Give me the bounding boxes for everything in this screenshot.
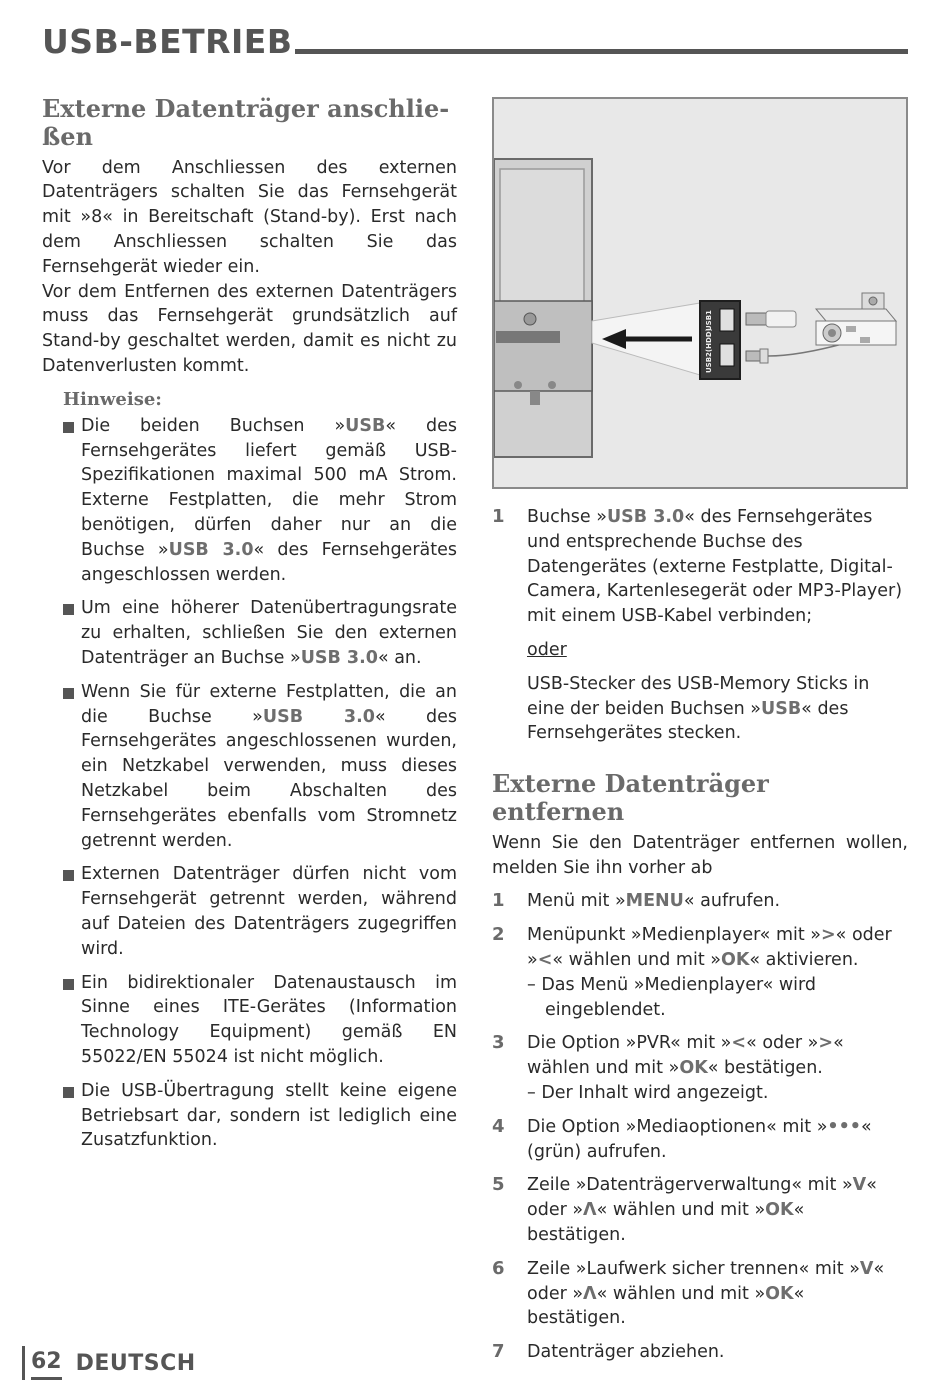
section-heading-remove: Externe Datenträger entfernen — [492, 769, 769, 827]
usb-cable-plug — [746, 351, 760, 361]
usb-port-icon — [720, 309, 734, 331]
step-item: 1 Menü mit »MENU« aufrufen. — [492, 890, 781, 912]
bullet-square-icon — [63, 688, 74, 699]
note-item: Die USB-Übertragung stellt keine eigene Betriebsart dar, sondern ist lediglich eine Zusatzfunktion. — [42, 1079, 457, 1153]
bullet-square-icon — [63, 422, 74, 433]
left-column — [42, 95, 457, 1162]
page-number: 62 — [31, 1347, 62, 1380]
up-arrow-key-icon: Λ — [583, 1200, 597, 1221]
note-item: Die beiden Buchsen »USB« des Fernsehgerätes liefert gemäß USB-Spezifikationen maximal 500 mA Strom. Externe Festplatten, die mehr Strom benötigen, dürfen daher nur an die Buchse »USB 3.0« des Fernsehgerätes angeschlossen werden. — [42, 414, 457, 588]
right-arrow-key-icon: > — [821, 925, 836, 946]
step-item: 5 Zeile »Datenträgerverwaltung« mit »V« oder »Λ« wählen und mit »OK« bestätigen. — [492, 1174, 877, 1245]
note-item: Wenn Sie für externe Festplatten, die an die Buchse »USB 3.0« des Fernsehgerätes angeschlossenen wurden, ein Netzkabel verwenden, muss dieses Netzkabel beim Abschalten des Fernsehgerätes ebenfalls vom Stromnetz getrennt werden. — [42, 680, 457, 854]
tv-stand-stub — [530, 391, 540, 405]
left-arrow-key-icon: < — [537, 949, 553, 970]
tv-screw-icon — [524, 313, 536, 325]
tv-back-inner — [500, 169, 584, 309]
camera-top — [816, 309, 896, 321]
tv-screw-icon — [514, 381, 522, 389]
bullet-square-icon — [63, 870, 74, 881]
step-item: 4 Die Option »Mediaoptionen« mit »•••« (grün) aufrufen. — [492, 1115, 872, 1162]
note-item: Externen Datenträger dürfen nicht vom Fernsehgerät getrennt werden, während auf Dateien des Datenträgers zugegriffen wird. — [42, 862, 457, 961]
tv-screw-icon — [548, 381, 556, 389]
left-arrow-key-icon: < — [731, 1033, 747, 1054]
usb-connection-illustration — [492, 97, 908, 489]
header-rule — [295, 49, 908, 54]
usb-cable-plug-body — [760, 349, 768, 363]
note-item: Ein bidirektionaler Datenaustausch im Sinne eines ITE-Gerätes (Information Technology Equipment) gemäß EN 55022/EN 55024 ist nicht möglich. — [42, 971, 457, 1070]
step-item: 7 Datenträger abziehen. — [492, 1341, 725, 1363]
connect-steps — [492, 505, 908, 746]
page-header — [42, 12, 908, 61]
bullet-square-icon — [63, 979, 74, 990]
tv-connector-area — [494, 301, 592, 391]
step-item: 6 Zeile »Laufwerk sicher trennen« mit »V« oder »Λ« wählen und mit »OK« bestätigen. — [492, 1257, 885, 1329]
remove-steps — [492, 889, 908, 1365]
paragraph-connect-2: Vor dem Entfernen des externen Datenträgers muss das Fernsehgerät grundsätzlich auf Stand-by geschaltet werden, damit es nicht zu Datenverlusten kommt. — [42, 281, 457, 376]
down-arrow-key-icon: V — [852, 1175, 867, 1196]
right-column — [492, 505, 908, 1374]
tv-port-strip — [496, 331, 560, 343]
paragraph-connect-1: Vor dem Anschliessen des externen Datenträgers schalten Sie das Fernsehgerät mit »8« in Bereitschaft (Stand-by). Erst nach dem Anschliessen schalten Sie das Fernsehgerät wieder ein. — [42, 157, 457, 277]
usb1-label: USB1 — [705, 310, 713, 331]
usb-port-icon — [720, 344, 734, 366]
footer-language: DEUTSCH — [75, 1350, 196, 1376]
page-footer — [22, 1346, 196, 1380]
usb-memory-stick-icon — [766, 311, 796, 327]
bullet-square-icon — [63, 604, 74, 615]
down-arrow-key-icon: V — [859, 1258, 874, 1279]
bullet-square-icon — [63, 1087, 74, 1098]
right-arrow-key-icon: > — [818, 1033, 834, 1054]
usb-diagram-svg — [494, 99, 906, 487]
up-arrow-key-icon: Λ — [583, 1283, 597, 1304]
footer-bar — [22, 1346, 25, 1380]
oder-label: oder — [527, 639, 567, 660]
step-item: 3 Die Option »PVR« mit »<« oder »>« wählen und mit »OK« bestätigen. – Der Inhalt wird angezeigt. — [492, 1032, 844, 1103]
section-heading-connect: Externe Datenträger anschlie- ßen — [42, 94, 450, 152]
notes-list — [42, 414, 457, 1153]
note-item: Um eine höherer Datenübertragungsrate zu erhalten, schließen Sie den externen Datenträger an Buchse »USB 3.0« an. — [42, 596, 457, 670]
usb-stick-plug — [746, 313, 766, 325]
usb2-label: USB2(HDD) — [705, 328, 713, 373]
step-item: 1 Buchse »USB 3.0« des Fernsehgerätes und entsprechende Buchse des Datengerätes (externe Festplatte, Digital-Camera, Kartenlesegerät oder MP3-Player) mit einem USB-Kabel verbinden; oder USB-Stecker des USB-Memory Sticks in eine der beiden Buchsen »USB« des Fernsehgerätes stecken. — [492, 505, 908, 746]
green-dots-key-icon: ••• — [827, 1116, 861, 1137]
page-title: USB-BETRIEB — [42, 22, 293, 61]
notes-heading: Hinweise: — [63, 388, 162, 410]
step-item: 2 Menüpunkt »Medienplayer« mit »>« oder »<« wählen und mit »OK« aktivieren. – Das Menü »Medienplayer« wird eingeblendet. — [492, 924, 892, 1020]
paragraph-remove-intro: Wenn Sie den Datenträger entfernen wollen, melden Sie ihn vorher ab — [492, 832, 908, 878]
